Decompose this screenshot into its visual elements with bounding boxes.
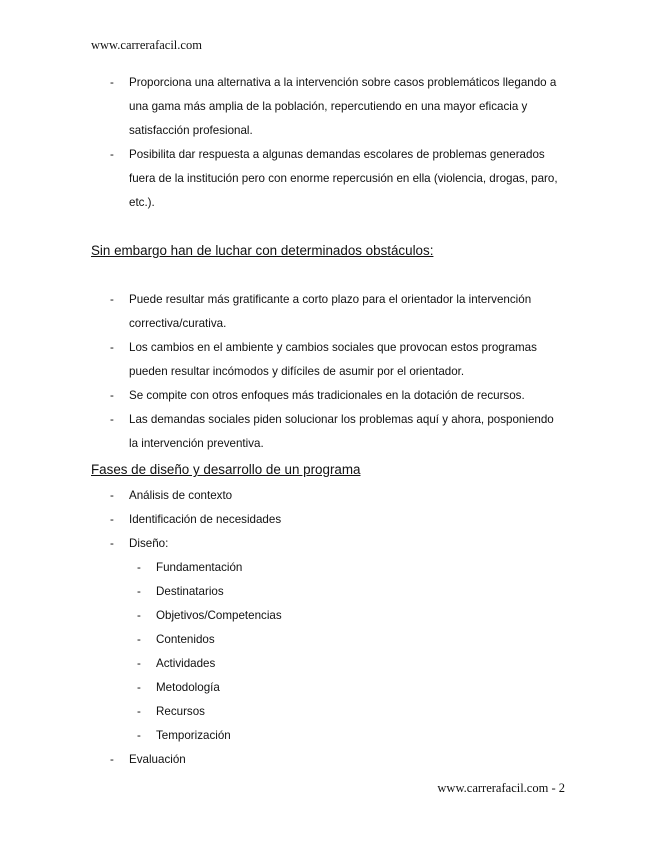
sub-list-item: - Actividades (91, 652, 571, 676)
list-item: - Proporciona una alternativa a la intervención sobre casos problemáticos llegando a una gama más amplia de la población, repercutiendo en una mayor eficacia y satisfacción profesional. (91, 71, 571, 143)
obstacles-list (91, 288, 565, 456)
design-label: Diseño: (129, 537, 169, 550)
page-header: www.carrerafacil.com (91, 38, 202, 52)
sub-list-item: - Objetivos/Competencias (91, 604, 571, 628)
sub-list-item: - Fundamentación (91, 556, 571, 580)
list-item: - Se compite con otros enfoques más tradicionales en la dotación de recursos. (91, 384, 565, 408)
sub-list-item: - Recursos (91, 700, 571, 724)
list-item: - Los cambios en el ambiente y cambios sociales que provocan estos programas pueden resultar incómodos y difíciles de asumir por el orientador. (91, 336, 565, 384)
list-item: - Identificación de necesidades (91, 508, 571, 532)
intro-bullet-list (91, 71, 571, 215)
sub-list-item: - Contenidos (91, 628, 571, 652)
list-item: - Las demandas sociales piden solucionar los problemas aquí y ahora, posponiendo la intervención preventiva. (91, 408, 565, 456)
list-item: - Posibilita dar respuesta a algunas demandas escolares de problemas generados fuera de la institución pero con enorme repercusión en ella (violencia, drogas, paro, etc.). (91, 143, 571, 215)
phases-heading: Fases de diseño y desarrollo de un programa (91, 462, 361, 477)
design-sublist (91, 556, 571, 748)
phases-list (91, 484, 571, 772)
sub-list-item: - Temporización (91, 724, 571, 748)
obstacles-heading: Sin embargo han de luchar con determinados obstáculos: (91, 243, 434, 258)
sub-list-item: - Metodología (91, 676, 571, 700)
list-item: - Puede resultar más gratificante a corto plazo para el orientador la intervención correctiva/curativa. (91, 288, 565, 336)
list-item: - Evaluación (91, 748, 571, 772)
sub-list-item: - Destinatarios (91, 580, 571, 604)
design-sublist-wrapper (91, 556, 571, 748)
design-item (91, 532, 571, 556)
list-item: - Análisis de contexto (91, 484, 571, 508)
page-footer: www.carrerafacil.com - 2 (437, 781, 565, 795)
